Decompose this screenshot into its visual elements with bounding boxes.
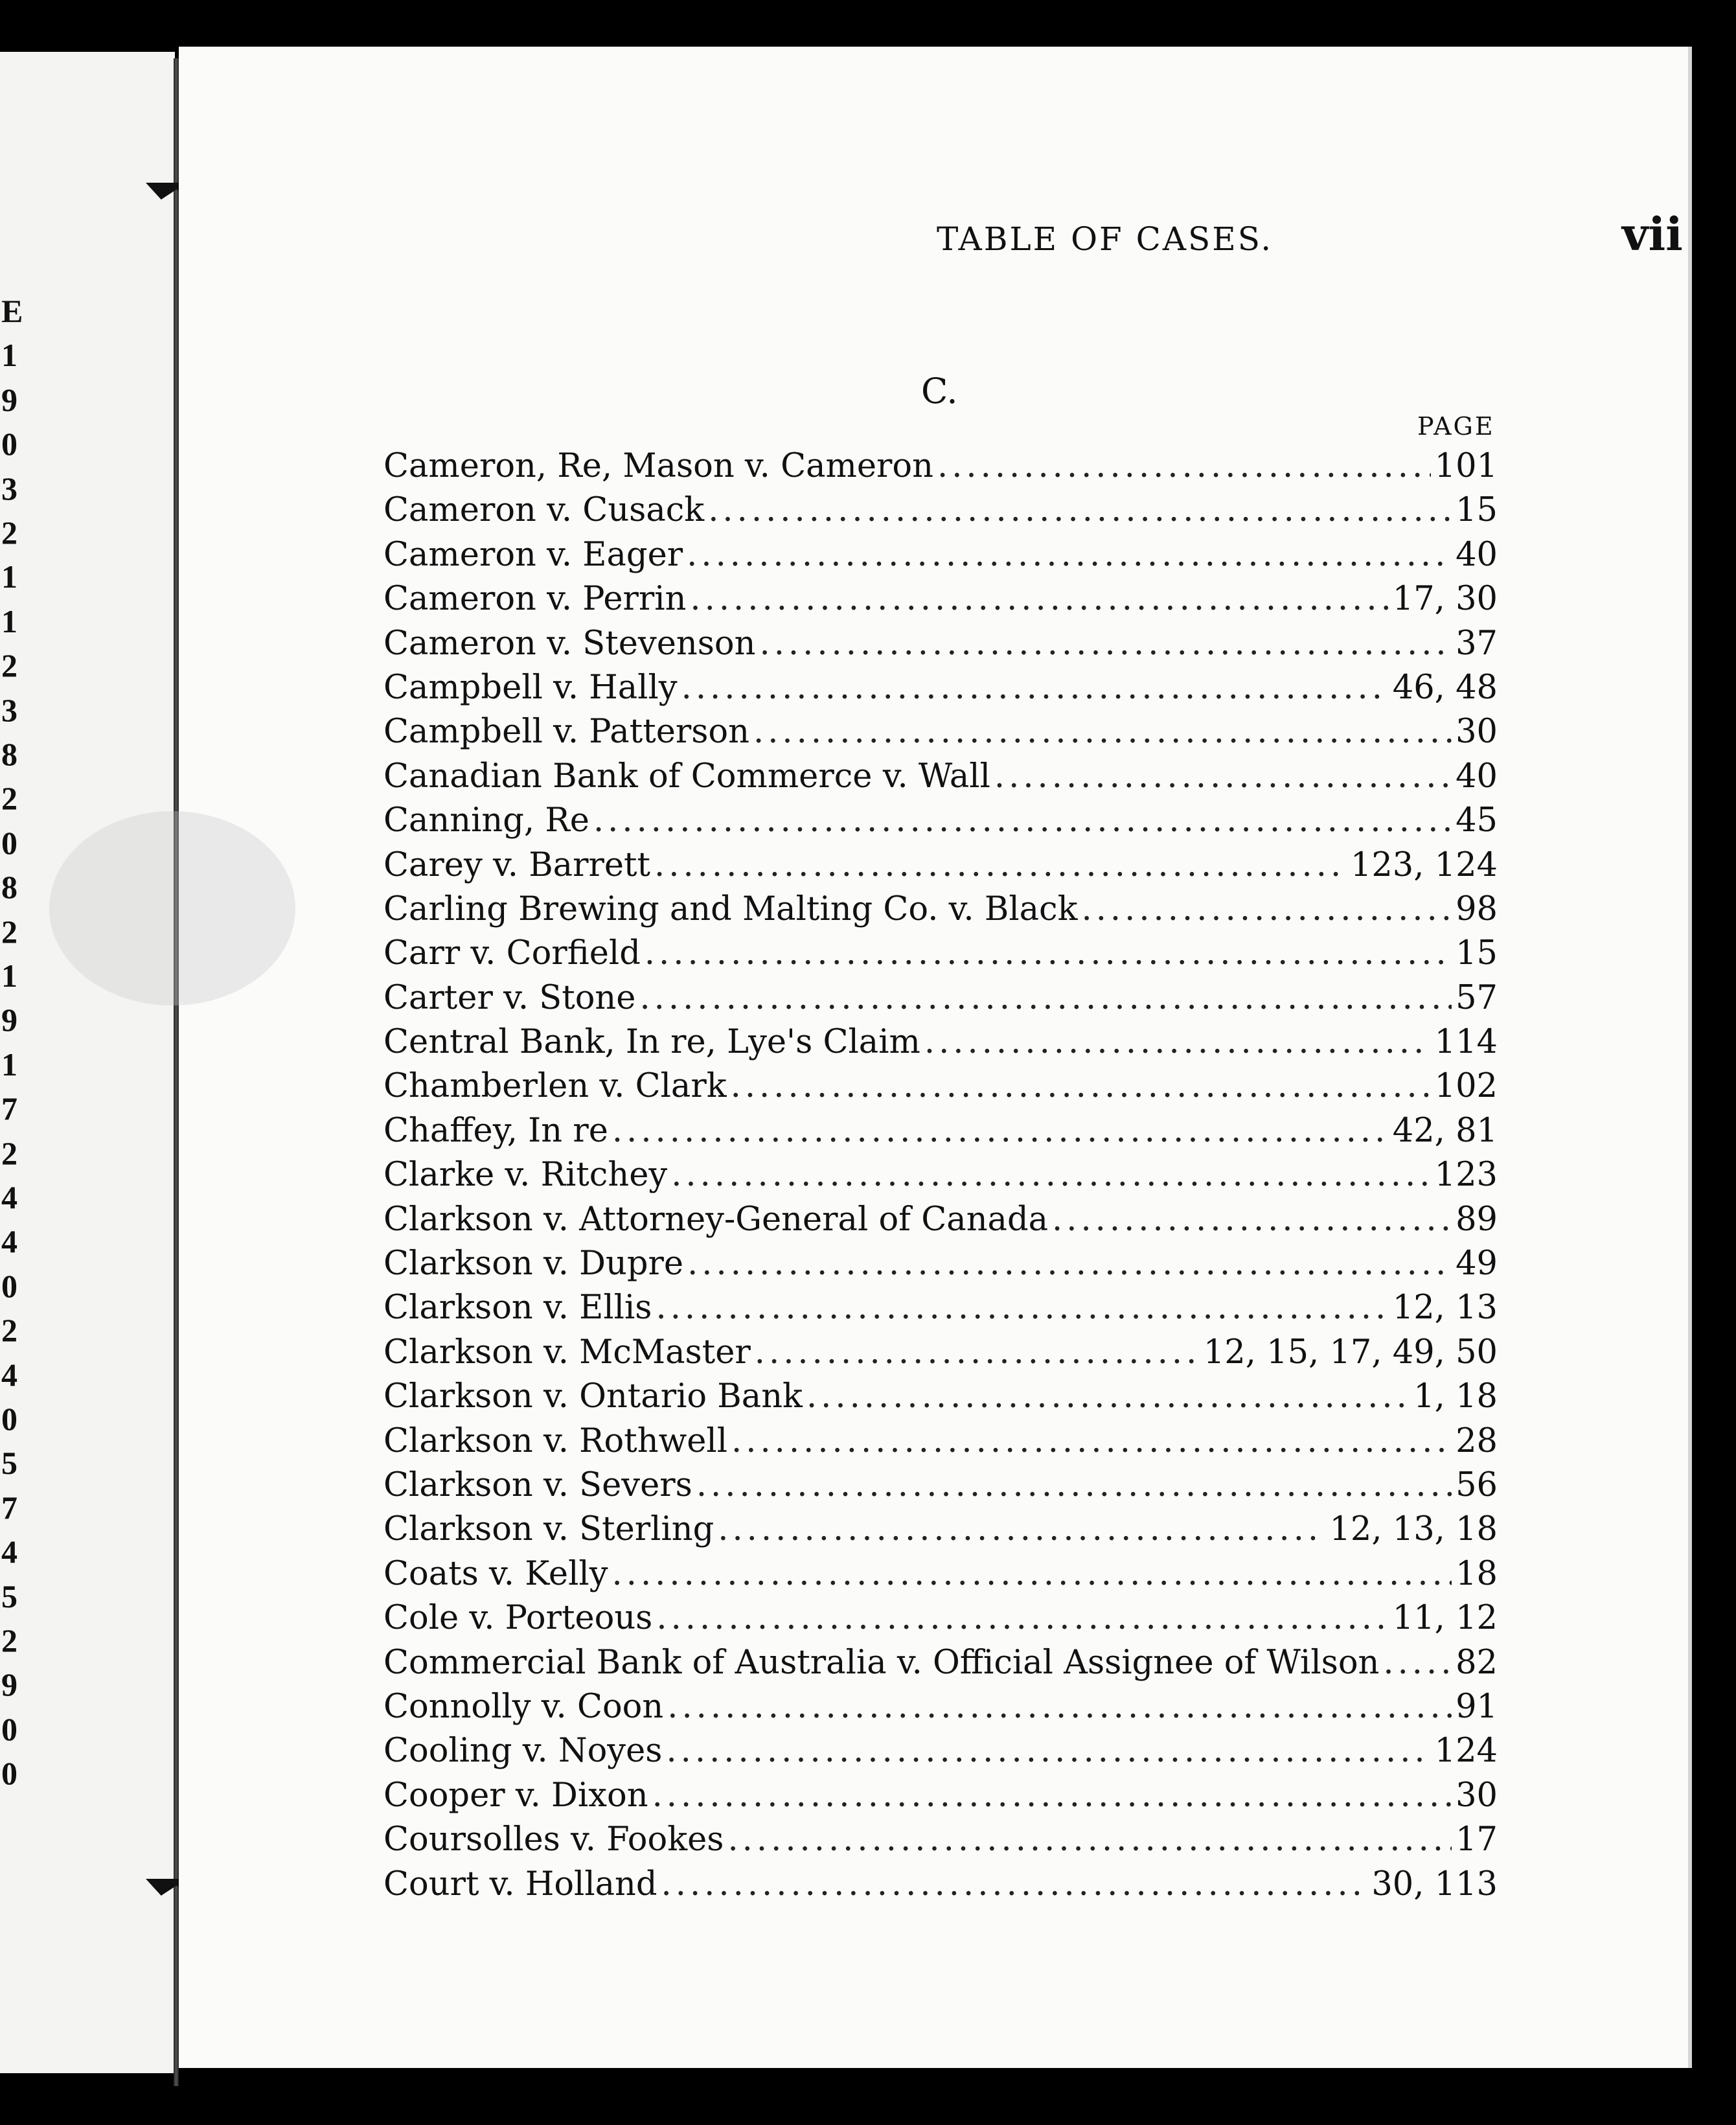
facing-page-digit: 2 — [1, 647, 17, 684]
case-entry — [383, 1688, 1498, 1732]
dot-leader — [681, 669, 1389, 707]
case-name: Clarkson v. Rothwell — [383, 1421, 728, 1460]
facing-page-digit: 2 — [1, 1134, 17, 1171]
facing-page-fragment — [0, 52, 175, 2073]
case-entry — [383, 1112, 1498, 1156]
case-pages: 17 — [1456, 1821, 1498, 1859]
case-name: Clarke v. Ritchey — [383, 1156, 668, 1195]
case-name: Campbell v. Patterson — [383, 713, 749, 752]
case-pages: 15 — [1456, 934, 1498, 973]
case-name: Carter v. Stone — [383, 978, 636, 1017]
case-name: Central Bank, In re, Lye's Claim — [383, 1023, 920, 1062]
case-entry — [383, 1156, 1498, 1200]
case-pages: 124 — [1434, 1732, 1498, 1771]
case-name: Connolly v. Coon — [383, 1687, 664, 1726]
section-letter: C. — [921, 371, 958, 411]
dot-leader — [666, 1732, 1430, 1770]
paper-stain — [49, 811, 295, 1005]
page-header — [179, 175, 1688, 261]
case-name: Cameron v. Perrin — [383, 580, 687, 619]
case-entry — [383, 757, 1498, 801]
dot-leader — [994, 757, 1452, 796]
case-name: Cole v. Porteous — [383, 1599, 653, 1638]
case-pages: 12, 13, 18 — [1329, 1510, 1498, 1549]
facing-page-digit: E — [1, 293, 23, 329]
case-name: Clarkson v. Attorney-General of Canada — [383, 1200, 1049, 1239]
case-entry — [383, 1599, 1498, 1643]
dot-leader — [753, 713, 1452, 751]
case-name: Cooper v. Dixon — [383, 1776, 648, 1815]
facing-page-digit: 1 — [1, 958, 17, 994]
case-name: Cooling v. Noyes — [383, 1732, 663, 1771]
case-name: Clarkson v. Dupre — [383, 1245, 684, 1283]
facing-page-digit: 2 — [1, 514, 17, 551]
case-name: Clarkson v. McMaster — [383, 1333, 751, 1372]
case-pages: 89 — [1456, 1200, 1498, 1239]
facing-page-digit: 5 — [1, 1445, 17, 1482]
case-pages: 49 — [1456, 1245, 1498, 1283]
case-pages: 30 — [1456, 713, 1498, 752]
facing-page-digit: 1 — [1, 558, 17, 595]
facing-page-digit: 3 — [1, 470, 17, 507]
dot-leader — [687, 536, 1452, 574]
case-entry — [383, 1555, 1498, 1599]
facing-page-digit: 7 — [1, 1489, 17, 1526]
facing-page-digit: 4 — [1, 1533, 17, 1570]
dot-leader — [718, 1510, 1325, 1548]
dot-leader — [731, 1422, 1452, 1460]
case-pages: 98 — [1456, 890, 1498, 928]
facing-page-digit: 8 — [1, 869, 17, 906]
case-pages: 1, 18 — [1413, 1377, 1498, 1416]
facing-page-digit: 5 — [1, 1578, 17, 1614]
case-entry — [383, 1732, 1498, 1776]
case-pages: 15 — [1456, 491, 1498, 530]
case-pages: 28 — [1456, 1421, 1498, 1460]
case-name: Cameron, Re, Mason v. Cameron — [383, 447, 933, 485]
case-pages: 18 — [1456, 1554, 1498, 1593]
case-entry — [383, 846, 1498, 890]
case-entry — [383, 1821, 1498, 1865]
facing-page-digit: 0 — [1, 1267, 17, 1304]
case-pages: 114 — [1434, 1023, 1498, 1062]
dot-leader — [759, 625, 1452, 663]
facing-page-digit: 0 — [1, 1401, 17, 1437]
case-entry — [383, 491, 1498, 535]
case-pages: 40 — [1456, 535, 1498, 574]
dot-leader — [593, 801, 1452, 840]
case-entry — [383, 1067, 1498, 1111]
case-entry — [383, 713, 1498, 757]
dot-leader — [924, 1023, 1431, 1061]
dot-leader — [645, 934, 1452, 972]
case-entry — [383, 890, 1498, 934]
facing-page-digit: 9 — [1, 1002, 17, 1039]
facing-page-digit: 8 — [1, 736, 17, 772]
dot-leader — [671, 1156, 1430, 1194]
dot-leader — [696, 1466, 1452, 1504]
case-entry — [383, 979, 1498, 1023]
facing-page-digit: 0 — [1, 824, 17, 861]
dot-leader — [690, 580, 1388, 618]
dot-leader — [937, 447, 1431, 485]
case-pages: 40 — [1456, 757, 1498, 796]
dot-leader — [661, 1865, 1368, 1903]
dot-leader — [1052, 1200, 1452, 1239]
facing-page-digit: 1 — [1, 1046, 17, 1083]
case-name: Chaffey, In re — [383, 1111, 608, 1150]
case-name: Canning, Re — [383, 801, 589, 840]
page-column-heading: PAGE — [1417, 412, 1495, 441]
dot-leader — [755, 1333, 1200, 1372]
case-pages: 82 — [1456, 1643, 1498, 1682]
page-number: vii — [1622, 207, 1683, 261]
case-pages: 37 — [1456, 624, 1498, 663]
case-entry — [383, 580, 1498, 624]
case-entry — [383, 1466, 1498, 1510]
case-pages: 56 — [1456, 1465, 1498, 1504]
case-pages: 12, 15, 17, 49, 50 — [1203, 1333, 1498, 1372]
case-entry — [383, 1510, 1498, 1554]
case-name: Chamberlen v. Clark — [383, 1067, 727, 1106]
facing-page-digit: 0 — [1, 426, 17, 463]
case-pages: 102 — [1434, 1067, 1498, 1106]
dot-leader — [612, 1555, 1452, 1593]
case-entry — [383, 934, 1498, 978]
facing-page-digit: 9 — [1, 381, 17, 418]
case-name: Canadian Bank of Commerce v. Wall — [383, 757, 990, 796]
facing-page-digit: 0 — [1, 1710, 17, 1747]
facing-page-digit: 4 — [1, 1356, 17, 1393]
facing-page-digit: 4 — [1, 1223, 17, 1260]
facing-page-digit: 1 — [1, 603, 17, 639]
case-name: Commercial Bank of Australia v. Official Assignee of Wilson — [383, 1643, 1380, 1682]
case-entry — [383, 669, 1498, 713]
case-name: Court v. Holland — [383, 1865, 657, 1903]
case-entry — [383, 1245, 1498, 1289]
facing-page-digit: 2 — [1, 913, 17, 950]
page-edge — [1688, 47, 1692, 2068]
case-name: Carling Brewing and Malting Co. v. Black — [383, 890, 1078, 928]
facing-page-digit: 2 — [1, 1312, 17, 1349]
case-name: Carey v. Barrett — [383, 845, 651, 884]
case-entry — [383, 1776, 1498, 1821]
case-pages: 30 — [1456, 1776, 1498, 1815]
dot-leader — [612, 1112, 1389, 1150]
facing-page-digit: 3 — [1, 691, 17, 728]
case-pages: 123 — [1434, 1156, 1498, 1195]
case-pages: 42, 81 — [1392, 1111, 1498, 1150]
dot-leader — [656, 1289, 1388, 1327]
dot-leader — [727, 1821, 1452, 1859]
case-name: Cameron v. Cusack — [383, 491, 705, 530]
facing-page-digit: 7 — [1, 1090, 17, 1127]
dot-leader — [1383, 1644, 1452, 1682]
case-entry — [383, 1200, 1498, 1245]
case-entry — [383, 536, 1498, 580]
case-pages: 91 — [1456, 1687, 1498, 1726]
case-pages: 123, 124 — [1350, 845, 1498, 884]
case-name: Clarkson v. Sterling — [383, 1510, 714, 1549]
facing-page-digit: 1 — [1, 337, 17, 374]
case-entry — [383, 1377, 1498, 1421]
dot-leader — [667, 1688, 1452, 1726]
case-entry — [383, 625, 1498, 669]
dot-leader — [639, 979, 1452, 1017]
case-list — [383, 447, 1498, 1909]
dot-leader — [806, 1377, 1410, 1416]
book-gutter — [174, 58, 179, 2086]
case-name: Coats v. Kelly — [383, 1554, 608, 1593]
case-entry — [383, 447, 1498, 491]
dot-leader — [708, 491, 1452, 529]
case-name: Clarkson v. Severs — [383, 1465, 692, 1504]
running-title: TABLE OF CASES. — [937, 220, 1273, 258]
case-entry — [383, 1422, 1498, 1466]
facing-page-digit: 4 — [1, 1179, 17, 1215]
case-pages: 46, 48 — [1392, 668, 1498, 707]
case-pages: 57 — [1456, 978, 1498, 1017]
case-entry — [383, 801, 1498, 845]
facing-page-digit: 2 — [1, 1622, 17, 1659]
case-name: Coursolles v. Fookes — [383, 1821, 724, 1859]
case-pages: 11, 12 — [1392, 1599, 1498, 1638]
case-entry — [383, 1865, 1498, 1909]
case-name: Clarkson v. Ontario Bank — [383, 1377, 803, 1416]
facing-page-digit: 2 — [1, 780, 17, 817]
dot-leader — [687, 1245, 1452, 1283]
case-pages: 17, 30 — [1392, 580, 1498, 619]
case-pages: 30, 113 — [1371, 1865, 1498, 1903]
dot-leader — [654, 846, 1347, 884]
case-pages: 12, 13 — [1392, 1289, 1498, 1327]
facing-page-digit: 0 — [1, 1755, 17, 1792]
dot-leader — [652, 1776, 1452, 1815]
case-entry — [383, 1023, 1498, 1067]
dot-leader — [731, 1067, 1431, 1105]
dot-leader — [1082, 890, 1452, 928]
case-name: Cameron v. Eager — [383, 535, 683, 574]
case-name: Carr v. Corfield — [383, 934, 641, 973]
facing-page-digit: 9 — [1, 1666, 17, 1703]
case-pages: 101 — [1434, 447, 1498, 485]
case-entry — [383, 1289, 1498, 1333]
case-entry — [383, 1333, 1498, 1377]
case-entry — [383, 1644, 1498, 1688]
dot-leader — [656, 1599, 1388, 1637]
case-name: Cameron v. Stevenson — [383, 624, 756, 663]
case-pages: 45 — [1456, 801, 1498, 840]
case-name: Clarkson v. Ellis — [383, 1289, 652, 1327]
case-name: Campbell v. Hally — [383, 668, 678, 707]
